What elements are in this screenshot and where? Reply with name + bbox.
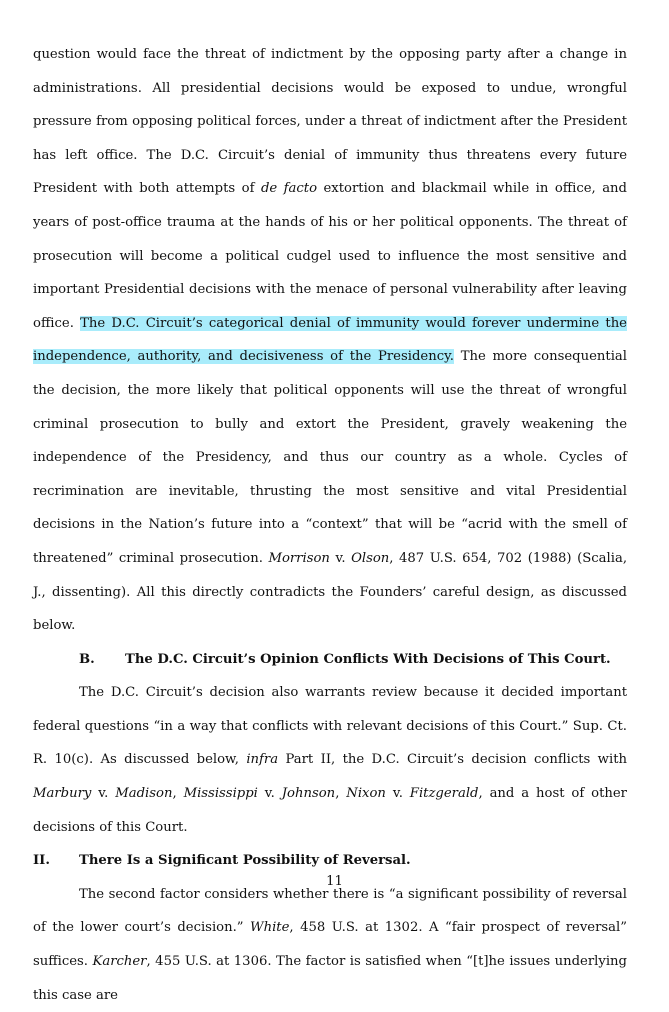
section-heading-b [33,643,627,677]
section-number: B. [79,651,95,667]
case-name: Olson [351,550,390,566]
case-name: Mississippi [183,786,258,802]
case-name: Karcher [92,954,147,970]
section-title: There Is a Significant Possibility of Reversal. [79,853,411,869]
italic-term: de facto [260,181,318,197]
case-name: Nixon [346,786,386,802]
case-name: Madison [115,786,173,802]
case-name: Johnson [281,786,336,802]
paragraph-conflicts: The D.C. Circuit’s decision also warrants review because it decided important federal questions “in a way that conflicts with relevant decisions of this Court.” Sup. Ct. R. 10(c). As discussed below, infra Part II, the D.C. Circuit’s decision conflicts with Marbury v. Madison, Mississippi v. Johnson, Nixon v. Fitzgerald, and a host of other decisions of this Court. [33,685,627,835]
case-name: Marbury [33,786,92,802]
case-name: White [250,920,290,936]
section-number: II. [33,853,50,869]
paragraph-presidential-immunity: question would face the threat of indictment by the opposing party after a change in administrations. All presidential decisions would be exposed to undue, wrongful pressure from opposing political forces, under a threat of indictment after the President has left office. The D.C. Circuit’s denial of immunity thus threatens every future President with both attempts of de facto extortion and blackmail while in office, and years of post-office trauma at the hands of his or her political opponents. The threat of prosecution will become a political cudgel used to influence the most sensitive and important Presidential decisions with the menace of personal vulnerability after leaving office. The D.C. Circuit’s categorical denial of immunity would forever undermine the independence, authority, and decisiveness of the Presidency. The more consequential the decision, the more likely that political opponents will use the threat of wrongful criminal prosecution to bully and extort the President, gravely weakening the independence of the Presidency, and thus our country as a whole. Cycles of recrimination are inevitable, thrusting the most sensitive and vital Presidential decisions in the Nation’s future into a “context” that will be “acrid with the smell of threatened” criminal prosecution. Morrison v. Olson, 487 U.S. 654, 702 (1988) (Scalia, J., dissenting). All this directly contradicts the Founders’ careful design, as discussed below. [33,47,628,634]
case-name: Fitzgerald [409,786,479,802]
case-name: Morrison [268,550,330,566]
section-heading-ii [33,844,627,878]
page-number: 11 [326,874,343,889]
section-title: The D.C. Circuit’s Opinion Conflicts With Decisions of This Court. [125,651,611,667]
paragraph-reversal: The second factor considers whether there is “a significant possibility of reversal of the lower court’s decision.” White, 458 U.S. at 1302. A “fair prospect of reversal” suffices. Karcher, 455 U.S. at 1306. The factor is satisfied when “[t]he issues underlying this case are [33,886,628,1003]
highlighted-sentence[interactable]: The D.C. Circuit’s categorical denial of immunity would forever undermine the independence, authority, and decisiveness of the Presidency. [33,315,627,365]
